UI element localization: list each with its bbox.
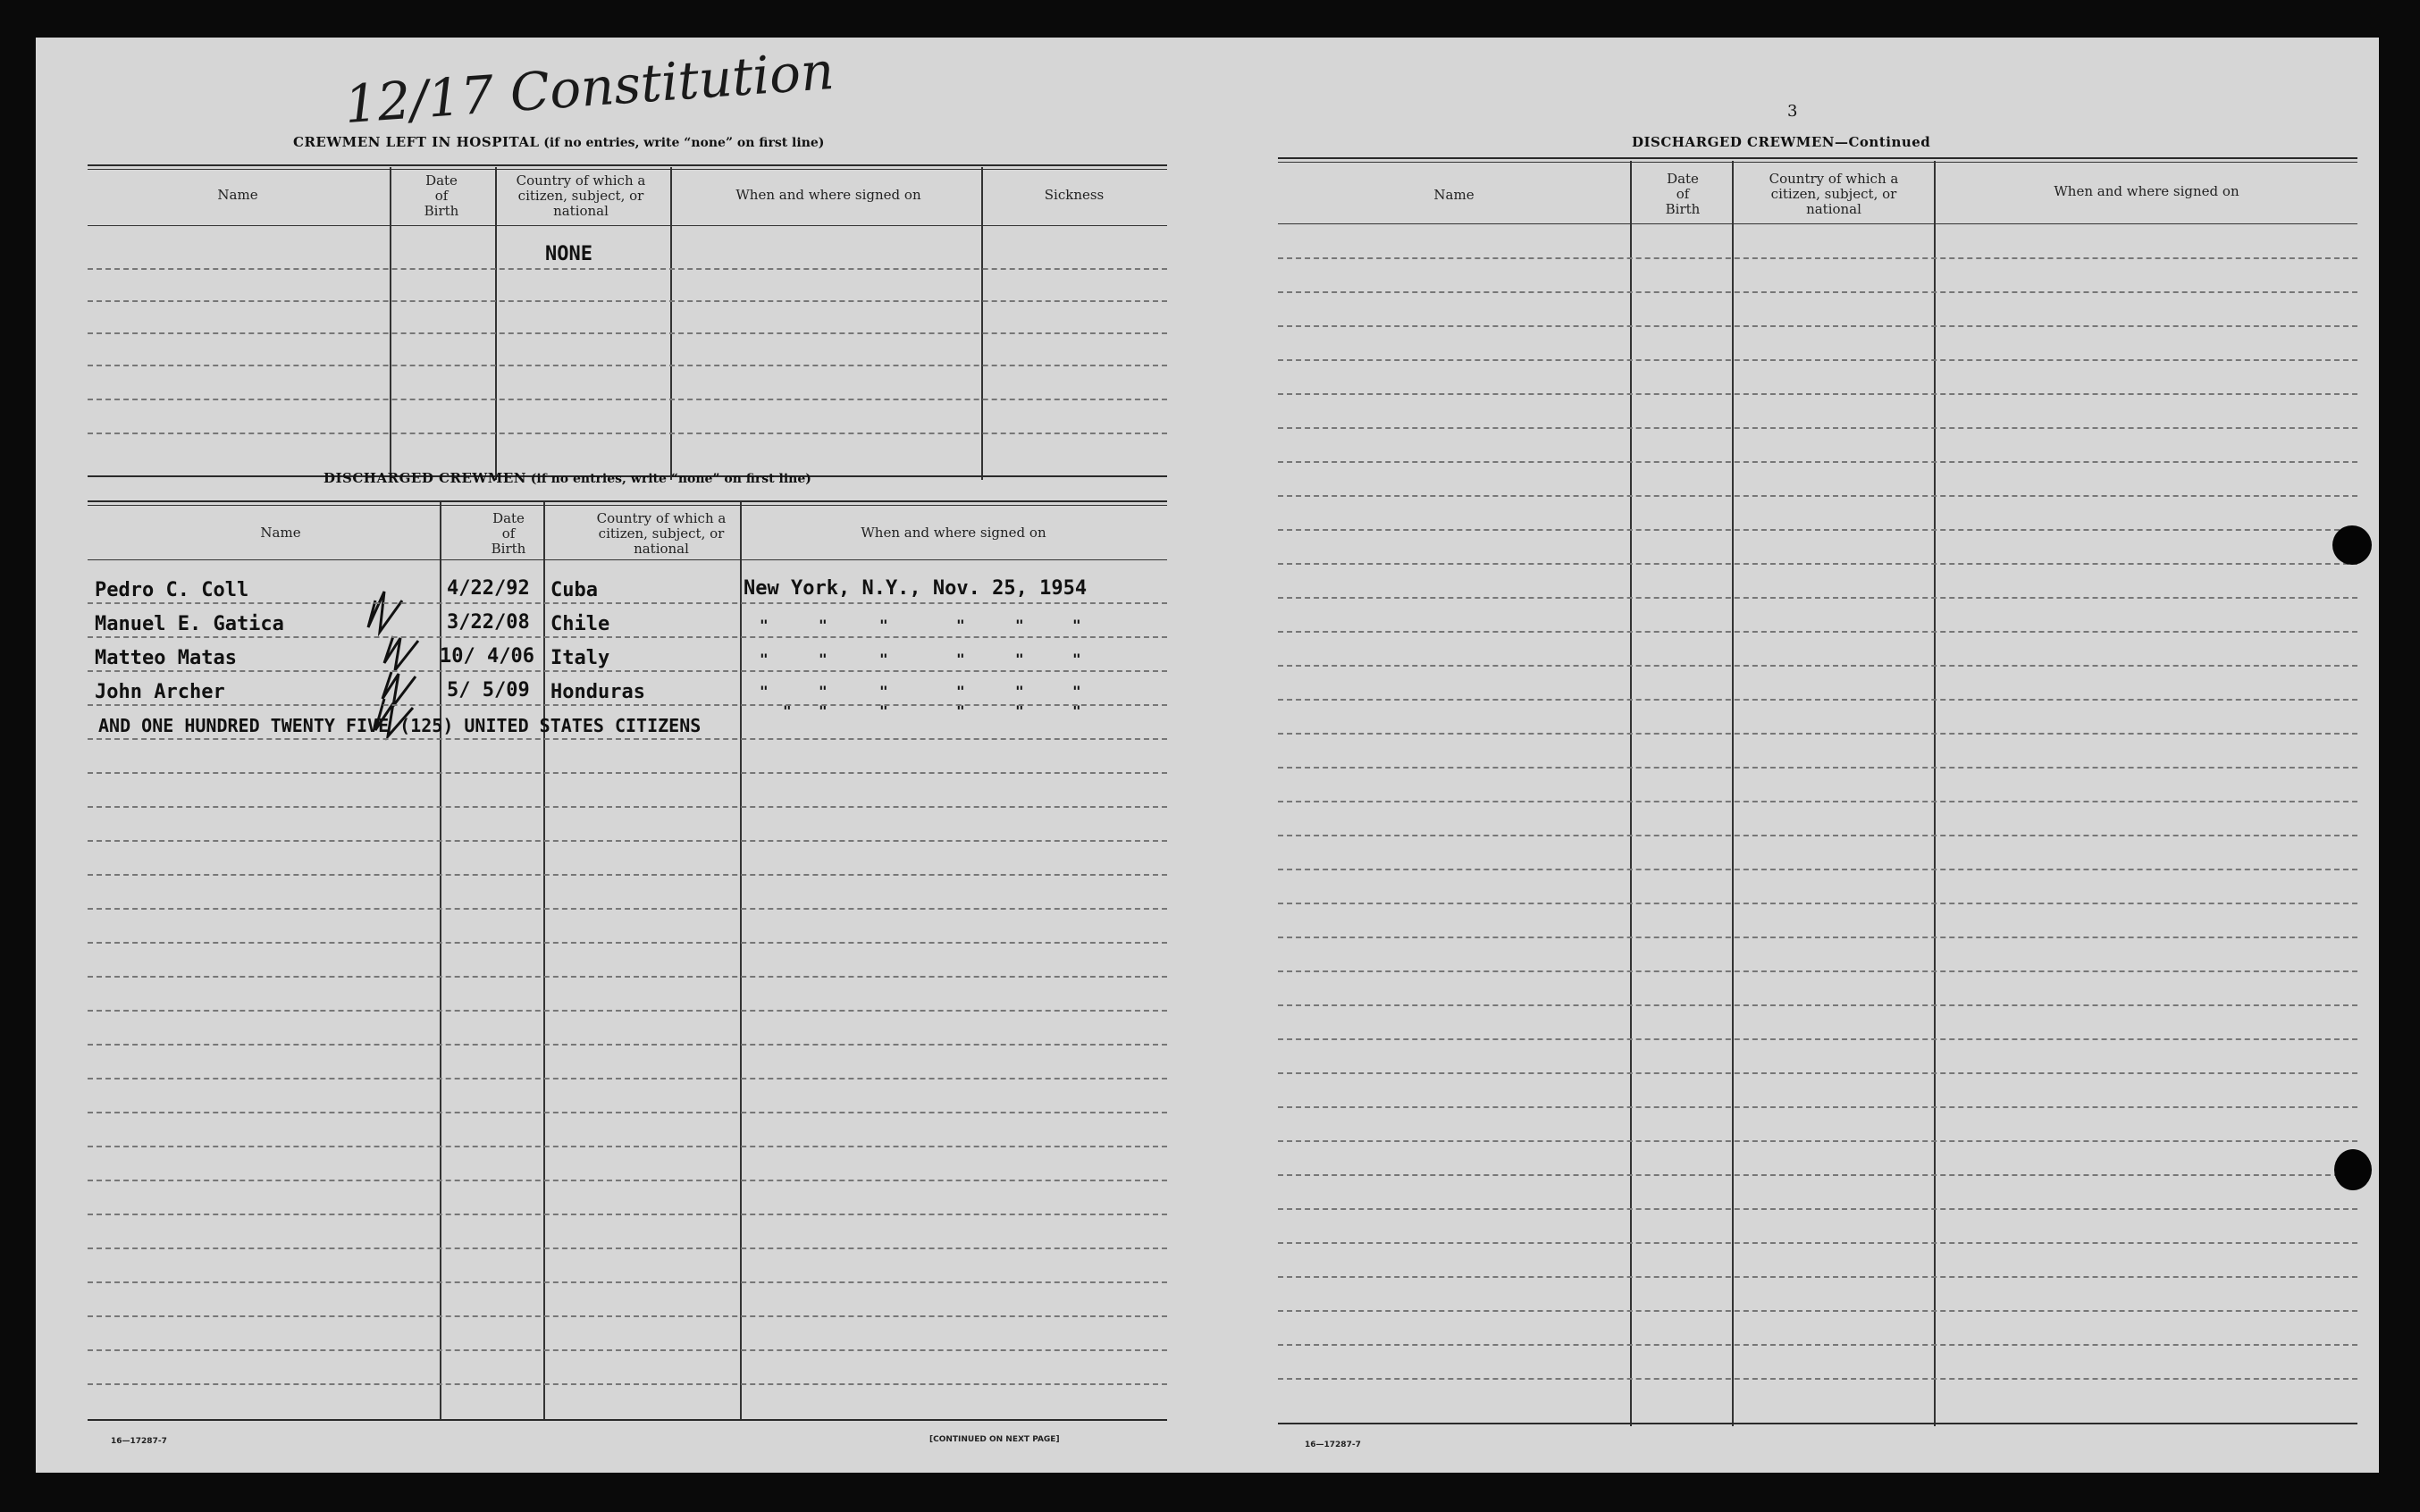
ditto-mark: " (760, 683, 769, 700)
summary-line: AND ONE HUNDRED TWENTY FIVE (125) UNITED STATES CITIZENS (98, 715, 702, 736)
discharged-row-line (88, 670, 1167, 672)
ditto-mark: " (1015, 617, 1024, 634)
discharged-row-line (88, 1078, 1167, 1079)
right-row-line (1278, 1004, 2357, 1006)
right-row-line (1278, 903, 2357, 904)
document-page (36, 38, 2379, 1473)
ditto-mark: " (819, 683, 828, 700)
right-row-line (1278, 767, 2357, 769)
right-col-signed: When and where signed on (2054, 183, 2239, 199)
discharged-row-line (88, 908, 1167, 910)
discharged-row-line (88, 772, 1167, 774)
crew-country: Cuba (550, 579, 598, 601)
ditto-mark: " (879, 617, 888, 634)
punch-hole (2332, 525, 2372, 565)
discharged-col-dob: Date of Birth (491, 510, 526, 557)
right-row-line (1278, 1276, 2357, 1278)
ditto-mark: " (760, 651, 769, 668)
right-row-line (1278, 529, 2357, 531)
ditto-mark: " (819, 617, 828, 634)
right-vline-3 (1934, 161, 1936, 1426)
right-vline-2 (1732, 161, 1734, 1426)
hospital-row-line (88, 365, 1167, 366)
right-row-line (1278, 869, 2357, 870)
right-row-line (1278, 1140, 2357, 1142)
hospital-col-name: Name (217, 187, 258, 203)
ditto-mark: " (783, 702, 792, 719)
discharged-row-line (88, 704, 1167, 706)
left-form-number: 16—17287-7 (111, 1437, 167, 1446)
discharged-row-line (88, 1044, 1167, 1046)
right-vline-1 (1630, 161, 1632, 1426)
hospital-first-entry-none: NONE (545, 243, 592, 265)
right-row-line (1278, 1378, 2357, 1380)
discharged-header-rule (88, 559, 1167, 560)
crew-dob: 10/ 4/06 (440, 645, 534, 668)
right-row-line (1278, 835, 2357, 836)
hospital-col-signed: When and where signed on (735, 187, 921, 203)
discharged-col-signed: When and where signed on (861, 525, 1046, 541)
right-row-line (1278, 1038, 2357, 1040)
right-col-country: Country of which a citizen, subject, or national (1769, 171, 1899, 217)
ditto-mark: " (879, 702, 888, 719)
discharged-col-country: Country of which a citizen, subject, or national (596, 510, 727, 557)
hospital-title-text: CREWMEN LEFT IN HOSPITAL (293, 134, 540, 150)
right-header-rule (1278, 223, 2357, 224)
discharged-section-title (324, 470, 811, 486)
ditto-mark: " (1015, 651, 1024, 668)
discharged-row-line (88, 602, 1167, 604)
ditto-mark: " (956, 617, 965, 634)
discharged-title-text: DISCHARGED CREWMEN (324, 470, 526, 486)
right-row-line (1278, 1310, 2357, 1312)
right-col-name: Name (1433, 187, 1475, 203)
discharged-row-line (88, 806, 1167, 808)
crew-name: Manuel E. Gatica (95, 613, 284, 635)
ditto-mark: " (1072, 617, 1081, 634)
right-row-line (1278, 801, 2357, 802)
crew-dob: 4/22/92 (447, 577, 530, 600)
discharged-row-line (88, 1010, 1167, 1012)
discharged-row-line (88, 1146, 1167, 1147)
discharged-bottom-rule (88, 1419, 1167, 1421)
hospital-title-note: (if no entries, write “none” on first line) (543, 136, 825, 150)
right-row-line (1278, 970, 2357, 972)
hospital-section-title (293, 134, 824, 150)
handwritten-vessel-note: 12/17 Constitution (342, 39, 836, 136)
discharged-row-line (88, 840, 1167, 842)
crew-country: Honduras (550, 681, 645, 703)
right-row-line (1278, 325, 2357, 327)
right-row-line (1278, 393, 2357, 395)
ditto-mark: " (819, 702, 828, 719)
right-bottom-rule (1278, 1423, 2357, 1424)
hospital-header-rule (88, 225, 1167, 226)
discharged-row-line (88, 1281, 1167, 1283)
ditto-mark: " (1015, 683, 1024, 700)
discharged-row-line (88, 738, 1167, 740)
ditto-mark: " (956, 683, 965, 700)
crew-dob: 3/22/08 (447, 611, 530, 634)
discharged-row-line (88, 874, 1167, 876)
right-row-line (1278, 1208, 2357, 1210)
crew-name: Pedro C. Coll (95, 579, 249, 601)
hospital-top-rule-2 (88, 169, 1167, 170)
ditto-mark: " (879, 683, 888, 700)
discharged-row-line (88, 1112, 1167, 1113)
page-number: 3 (1787, 102, 1798, 121)
right-row-line (1278, 699, 2357, 701)
crew-dob: 5/ 5/09 (447, 679, 530, 701)
ditto-mark: " (760, 617, 769, 634)
right-title-text: DISCHARGED CREWMEN—Continued (1632, 134, 1931, 150)
right-row-line (1278, 495, 2357, 497)
ditto-mark: " (956, 651, 965, 668)
hospital-row-line (88, 399, 1167, 400)
hospital-row-line (88, 433, 1167, 434)
continued-note: [CONTINUED ON NEXT PAGE] (929, 1435, 1060, 1444)
discharged-row-line (88, 1383, 1167, 1385)
right-top-rule-2 (1278, 162, 2357, 163)
right-row-line (1278, 937, 2357, 938)
right-section-title (1632, 134, 1930, 150)
right-row-line (1278, 733, 2357, 735)
handwritten-check-marks (331, 565, 438, 743)
hospital-top-rule (88, 164, 1167, 166)
discharged-top-rule-2 (88, 505, 1167, 506)
hospital-col-sickness: Sickness (1044, 187, 1105, 203)
ditto-mark: " (879, 651, 888, 668)
right-row-line (1278, 359, 2357, 361)
discharged-row-line (88, 1247, 1167, 1249)
crew-name: Matteo Matas (95, 647, 237, 669)
discharged-col-name: Name (260, 525, 301, 541)
discharged-row-line (88, 1214, 1167, 1215)
right-row-line (1278, 1344, 2357, 1346)
discharged-row-line (88, 1349, 1167, 1351)
hospital-row-line (88, 332, 1167, 334)
right-row-line (1278, 597, 2357, 599)
ditto-mark: " (1072, 651, 1081, 668)
ditto-mark: " (1072, 683, 1081, 700)
hospital-col-country: Country of which a citizen, subject, or national (516, 172, 646, 219)
right-row-line (1278, 631, 2357, 633)
crew-signed-on: New York, N.Y., Nov. 25, 1954 (744, 577, 1088, 600)
crew-name: John Archer (95, 681, 225, 703)
right-row-line (1278, 1174, 2357, 1176)
ditto-mark: " (819, 651, 828, 668)
ditto-mark: " (1072, 702, 1081, 719)
discharged-row-line (88, 976, 1167, 978)
right-row-line (1278, 427, 2357, 429)
hospital-col-dob: Date of Birth (424, 172, 459, 219)
discharged-title-note: (if no entries, write “none” on first line) (530, 472, 811, 486)
right-col-dob: Date of Birth (1665, 171, 1701, 217)
right-form-number: 16—17287-7 (1305, 1441, 1361, 1449)
right-row-line (1278, 461, 2357, 463)
discharged-row-line (88, 1180, 1167, 1181)
right-row-line (1278, 257, 2357, 259)
discharged-top-rule (88, 500, 1167, 502)
ditto-mark: " (956, 702, 965, 719)
right-row-line (1278, 1106, 2357, 1108)
right-top-rule (1278, 157, 2357, 159)
discharged-row-line (88, 636, 1167, 638)
crew-country: Chile (550, 613, 610, 635)
crew-country: Italy (550, 647, 610, 669)
right-row-line (1278, 1242, 2357, 1244)
hospital-row-line (88, 268, 1167, 270)
right-row-line (1278, 1072, 2357, 1074)
discharged-row-line (88, 1315, 1167, 1317)
right-row-line (1278, 291, 2357, 293)
right-row-line (1278, 563, 2357, 565)
ditto-mark: " (1015, 702, 1024, 719)
right-row-line (1278, 665, 2357, 667)
punch-hole (2334, 1149, 2372, 1190)
hospital-row-line (88, 300, 1167, 302)
discharged-row-line (88, 942, 1167, 944)
